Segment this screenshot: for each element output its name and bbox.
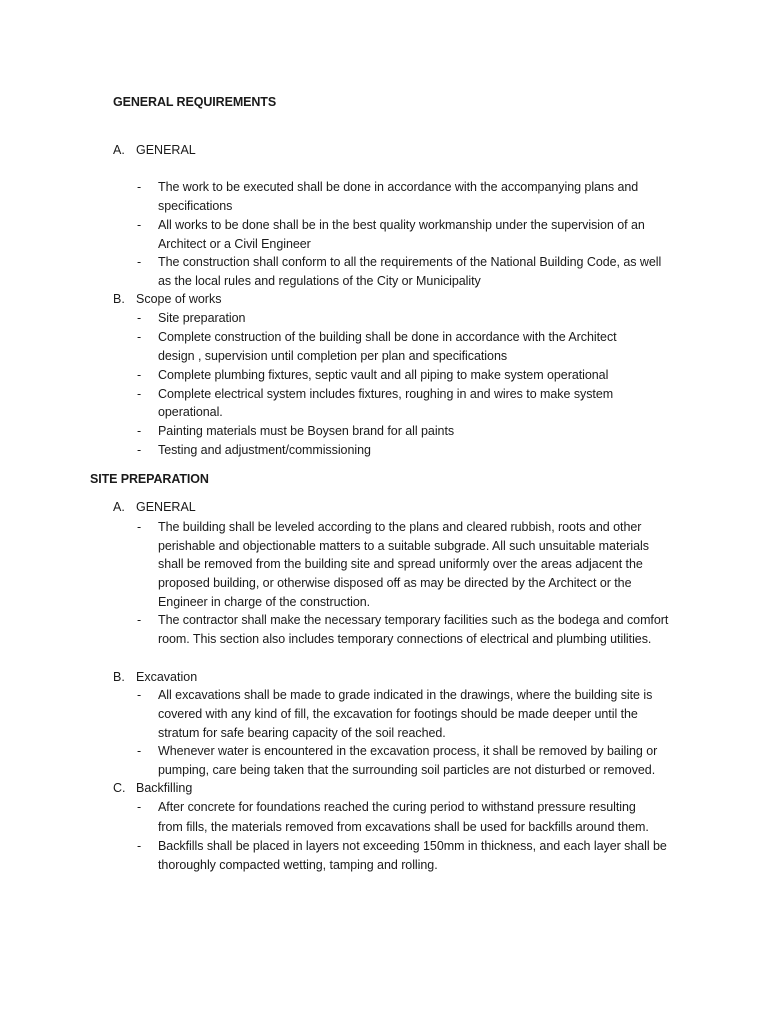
list-item-line: room. This section also includes temporary connections of electrical and plumbing utilities. [158, 632, 652, 646]
section-marker: A. [113, 500, 125, 514]
list-item-line: specifications [158, 199, 233, 213]
list-dash: - [137, 688, 142, 702]
section-marker: B. [113, 670, 125, 684]
list-dash: - [137, 218, 142, 232]
list-item-line: as the local rules and regulations of the City or Municipality [158, 274, 481, 288]
list-item-line: The contractor shall make the necessary temporary facilities such as the bodega and comfort [158, 613, 669, 627]
list-item-line: perishable and objectionable matters to a suitable subgrade. All such unsuitable materials [158, 539, 649, 553]
section-title-general-requirements: GENERAL REQUIREMENTS [113, 95, 277, 109]
subsection-label-general: GENERAL [136, 500, 196, 514]
list-item-line: All excavations shall be made to grade indicated in the drawings, where the building site is [158, 688, 653, 702]
list-item-line: Site preparation [158, 311, 246, 325]
list-item-line: Complete construction of the building shall be done in accordance with the Architect [158, 330, 617, 344]
subsection-label-general: GENERAL [136, 143, 196, 157]
list-item-line: design , supervision until completion per plan and specifications [158, 349, 508, 363]
list-item-line: shall be removed from the building site and spread uniformly over the areas adjacent the [158, 557, 643, 571]
list-item-line: operational. [158, 405, 223, 419]
list-dash: - [137, 443, 142, 457]
list-item-line: proposed building, or otherwise disposed off as may be directed by the Architect or the [158, 576, 632, 590]
list-item-line: Backfills shall be placed in layers not exceeding 150mm in thickness, and each layer shall be [158, 839, 667, 853]
list-item-line: The building shall be leveled according to the plans and cleared rubbish, roots and other [158, 520, 642, 534]
list-dash: - [137, 255, 142, 269]
list-dash: - [137, 311, 142, 325]
section-title-site-preparation: SITE PREPARATION [90, 472, 209, 486]
list-item-line: The construction shall conform to all the requirements of the National Building Code, as well [158, 255, 662, 269]
list-dash: - [137, 744, 142, 758]
list-dash: - [137, 387, 142, 401]
list-dash: - [137, 520, 142, 534]
subsection-label-backfilling: Backfilling [136, 781, 193, 795]
list-dash: - [137, 839, 142, 853]
list-dash: - [137, 330, 142, 344]
list-dash: - [137, 180, 142, 194]
list-item-line: Complete electrical system includes fixtures, roughing in and wires to make system [158, 387, 614, 401]
list-item-line: pumping, care being taken that the surrounding soil particles are not disturbed or removed. [158, 763, 656, 777]
list-dash: - [137, 368, 142, 382]
list-dash: - [137, 800, 142, 814]
list-item-line: All works to be done shall be in the best quality workmanship under the supervision of an [158, 218, 645, 232]
list-item-line: The work to be executed shall be done in accordance with the accompanying plans and [158, 180, 639, 194]
list-item-line: Whenever water is encountered in the excavation process, it shall be removed by bailing or [158, 744, 658, 758]
list-item-line: stratum for safe bearing capacity of the soil reached. [158, 726, 446, 740]
section-marker: C. [113, 781, 126, 795]
list-item-line: After concrete for foundations reached the curing period to withstand pressure resulting [158, 800, 636, 814]
subsection-label-excavation: Excavation [136, 670, 198, 684]
list-item-line: covered with any kind of fill, the excavation for footings should be made deeper until the [158, 707, 638, 721]
list-item-line: Architect or a Civil Engineer [158, 237, 311, 251]
list-item-line: Engineer in charge of the construction. [158, 595, 371, 609]
subsection-label-scope-of-works: Scope of works [136, 292, 222, 306]
list-item-line: from fills, the materials removed from excavations shall be used for backfills around them. [158, 820, 649, 834]
list-item-line: Complete plumbing fixtures, septic vault and all piping to make system operational [158, 368, 609, 382]
list-item-line: Painting materials must be Boysen brand for all paints [158, 424, 455, 438]
section-marker: B. [113, 292, 125, 306]
list-item-line: thoroughly compacted wetting, tamping and rolling. [158, 858, 438, 872]
section-marker: A. [113, 143, 125, 157]
list-item-line: Testing and adjustment/commissioning [158, 443, 371, 457]
list-dash: - [137, 613, 142, 627]
list-dash: - [137, 424, 142, 438]
